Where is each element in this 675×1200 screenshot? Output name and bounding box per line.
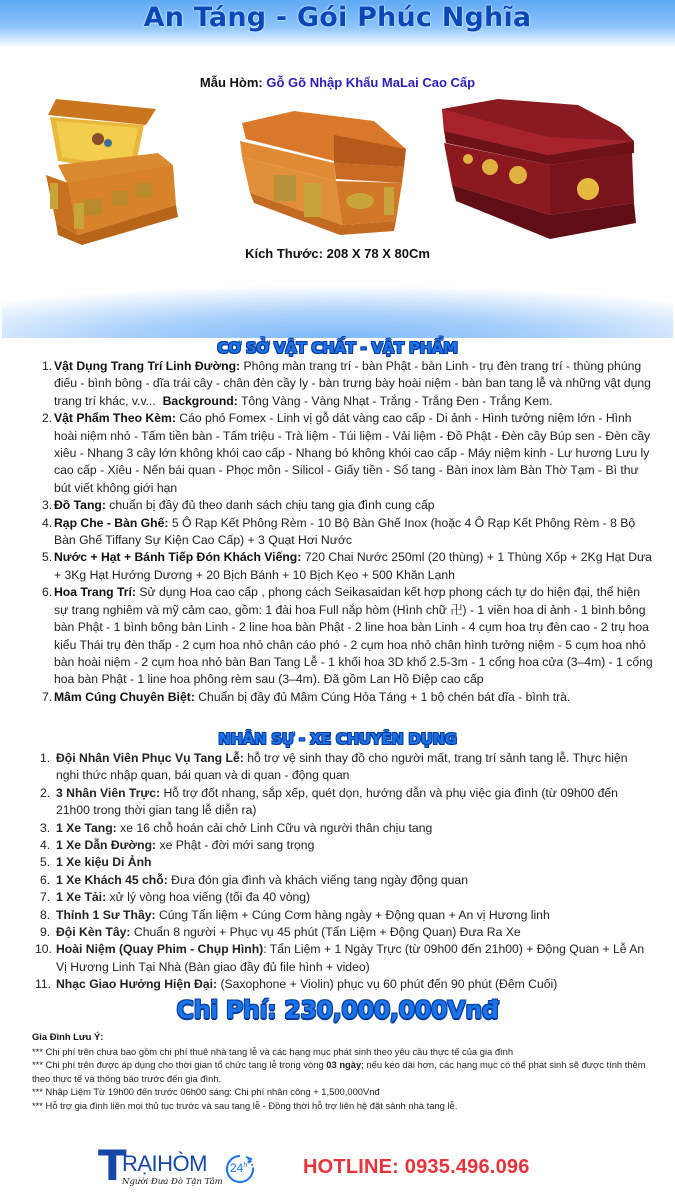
facilities-item: 5. Nước + Hạt + Bánh Tiếp Đón Khách Viếng: 720 Chai Nước 250ml (20 thùng) + 1 Thùng Xốp + 2Kg Hạt Dưa + 3Kg Hạt Hướng Dương + 20 Bịch Bánh + 10 Bịch Kẹo + 500 Khăn Lạnh (42, 550, 652, 582)
note-line: *** Hỗ trợ gia đình liên mọi thủ tục trước và sau tang lễ - Đồng thời hỗ trợ liên hệ đặt sảnh nhà tang lễ. (32, 1099, 458, 1111)
staff-item: 1. Đội Nhân Viên Phục Vụ Tang Lễ: hỗ trợ vệ sinh thay đồ cho người mất, trang trí sảnh tang lễ. Thực hiện nghi thức nhập quan, bái quan và di quan - động quan (40, 751, 628, 783)
size-value: 208 X 78 X 80Cm (326, 246, 430, 261)
coffin-closed-red-image (438, 99, 640, 241)
notes-heading: Gia Đình Lưu Ý: (32, 1031, 104, 1042)
staff-item: 4. 1 Xe Dẫn Đường: xe Phật - đời mới sang trọng (40, 838, 315, 853)
section-gradient-band (2, 285, 673, 338)
size-label: Kích Thước: (245, 246, 323, 261)
staff-item: 10. Hoài Niệm (Quay Phim - Chụp Hình): Tẩn Liệm + 1 Ngày Trực (từ 09h00 đến 21h00) + Động Quan + Lễ An Vị Hương Linh Tại Nhà (Bàn giao đầy đủ file hình + video) (35, 942, 645, 974)
logo-letter-t: T (98, 1141, 127, 1190)
staff-item: 7. 1 Xe Tải: xử lý vòng hoa viếng (tối đa 40 vòng) (40, 890, 311, 905)
model-label: Mẫu Hòm: (199, 75, 263, 90)
facilities-heading: CƠ SỞ VẬT CHẤT - VẬT PHẨM (217, 339, 458, 357)
staff-item: 3. 1 Xe Tang: xe 16 chỗ hoán cải chở Linh Cữu và người thân chịu tang (40, 820, 433, 835)
logo-tagline: Người Đưa Đò Tận Tâm (122, 1177, 223, 1187)
package-price: Chi Phí: 230,000,000Vnđ (176, 996, 499, 1024)
note-line: *** Chi phí trên được áp dụng cho thời gian tổ chức tang lễ trong vòng 03 ngày; nếu kéo dài hơn, các hạng mục có thể phát sinh sẽ được tính thêm theo thực tế và thông báo trước đến gia đình. (32, 1059, 646, 1084)
facilities-item: 4. Rạp Che - Bàn Ghế: 5 Ô Rạp Kết Phông Rèm - 10 Bộ Bàn Ghế Inox (hoặc 4 Ô Rạp Kết Phông Rèm - 8 Bộ Bàn Ghế Tiffany Sự Kiện Cao Cấp) + 3 Quạt Hơi Nước (42, 515, 636, 548)
coffin-model-line (0, 75, 675, 90)
note-line: *** Chi phí trên chưa bao gồm chi phí thuê nhà tang lễ và các hạng mục phát sinh theo yêu cầu thực tế của gia đình (32, 1045, 514, 1057)
note-line: *** Nhập Liệm Từ 19h00 đến trước 06h00 sáng: Chi phí nhân công + 1,500,000Vnđ (32, 1086, 380, 1098)
staff-list (35, 750, 652, 994)
facilities-list (44, 358, 654, 706)
staff-item: 8. Thỉnh 1 Sư Thầy: Cúng Tẩn liệm + Cúng Cơm hàng ngày + Động quan + An vị Hương linh (40, 907, 550, 922)
facilities-item: 6. Hoa Trang Trí: Sử dụng Hoa cao cấp , phong cách Seikasaidan kết hợp phong cách tự do hiện đại, thể hiện sự trang nghiêm và mỹ cảm cao, gồm: 1 đài hoa Full nắp hòm (Hình chữ 卍) - 1 viền hoa di ảnh - 1 bình bông bàn Phật - 1 bình bông bàn Linh - 2 line hoa bàn Phật - 2 line hoa bàn Linh - 4 cụm hoa trụ đèn cao - 2 trụ hoa kiểu Thái trụ đèn thấp - 2 cụm hoa nhỏ chân cáo phó - 2 cụm hoa nhỏ chân hình tưởng niệm - 5 cụm hoa nhỏ bàn hoài niệm - 2 cụm hoa nhỏ bàn Ban Tang Lễ - 1 khối hoa 3D khổ 2.5-3m - 1 cổng hoa cửa (3–4m) - 1 cổng hoa bàn Phật - 1 line hoa phông rèm sau (3–4m). Đã gồm Lan Hồ Điệp cao cấp (42, 585, 653, 687)
family-notes (32, 1030, 652, 1113)
facilities-item: 1. Vật Dụng Trang Trí Linh Đường: Phông màn trang trí - bàn Phật - bàn Linh - trụ đèn trang trí - thùng phúng điếu - bình bông - dĩa trái cây - chân đèn cầy ly - bàn trưng bày hoài niệm - bàn ban tang lễ và những vật dụng trang trí khác, v.v... Background: Tông Vàng - Vàng Nhạt - Trắng - Trắng Đen - Trắng Kem. (42, 359, 651, 408)
hotline-phone[interactable]: HOTLINE: 0935.496.096 (303, 1156, 530, 1178)
model-value: Gỗ Gõ Nhập Khẩu MaLai Cao Cấp (266, 75, 476, 90)
facilities-item: 3. Đồ Tang: chuẩn bị đầy đủ theo danh sách chịu tang gia đình cung cấp (42, 498, 435, 513)
coffin-size-line (0, 246, 675, 261)
facilities-item: 2. Vật Phẩm Theo Kèm: Cáo phó Fomex - Linh vị gỗ dát vàng cao cấp - Di ảnh - Hình tưởng niệm lớn - Hình hoài niệm nhỏ - Tấm tiền bàn - Tấm triệu - Trà liệm - Túi liệm - Vải liệm - Đồ Phật - Đèn cầy Búp sen - Đèn cầy xiêu - Nhang 3 cây lớn không khói cao cấp - Nhang bó không khói cao cấp - Máy niệm kinh - Lư hương Lưu ly cao cấp - Xiêu - Nến bái quan - Phọc môn - Silicol - Giấy tiền - Sổ tang - Bàn inox làm Bàn Thờ Tạm - Bì thư bút viết không giới hạn (42, 411, 651, 495)
logo-wordmark: RẠIHÒM (122, 1151, 207, 1176)
page-title: An Táng - Gói Phúc Nghĩa (143, 2, 532, 33)
brand-logo (98, 1141, 278, 1195)
staff-heading: NHÂN SỰ - XE CHUYÊN DỤNG (218, 730, 457, 748)
clock-24h-icon: 24$^h$ (224, 1153, 256, 1185)
coffin-open-orange-image (38, 95, 188, 245)
staff-item: 9. Đội Kèn Tây: Chuẩn 8 người + Phục vụ 45 phút (Tẩn Liệm + Động Quan) Đưa Ra Xe (40, 925, 521, 940)
staff-item: 11. Nhạc Giao Hưởng Hiện Đại: (Saxophone + Violin) phục vụ 60 phút đến 90 phút (Đêm Cuối) (35, 977, 558, 992)
staff-item: 6. 1 Xe Khách 45 chỗ: Đưa đón gia đình và khách viếng tang ngày động quan (40, 872, 468, 887)
staff-item: 2. 3 Nhân Viên Trực: Hỗ trợ đốt nhang, sắp xếp, quét dọn, hướng dẫn và phụ việc gia đình (từ 09h00 đến 21h00 trong thời gian tang lễ diễn ra) (40, 785, 618, 818)
coffin-gallery (0, 95, 675, 245)
staff-item: 5. 1 Xe kiệu Di Ảnh (40, 855, 152, 870)
coffin-closed-orange-image (234, 105, 414, 235)
facilities-item: 7. Mâm Cúng Chuyên Biệt: Chuẩn bị đầy đủ Mâm Cúng Hỏa Táng + 1 bộ chén bát dĩa - bình trà. (42, 689, 571, 704)
